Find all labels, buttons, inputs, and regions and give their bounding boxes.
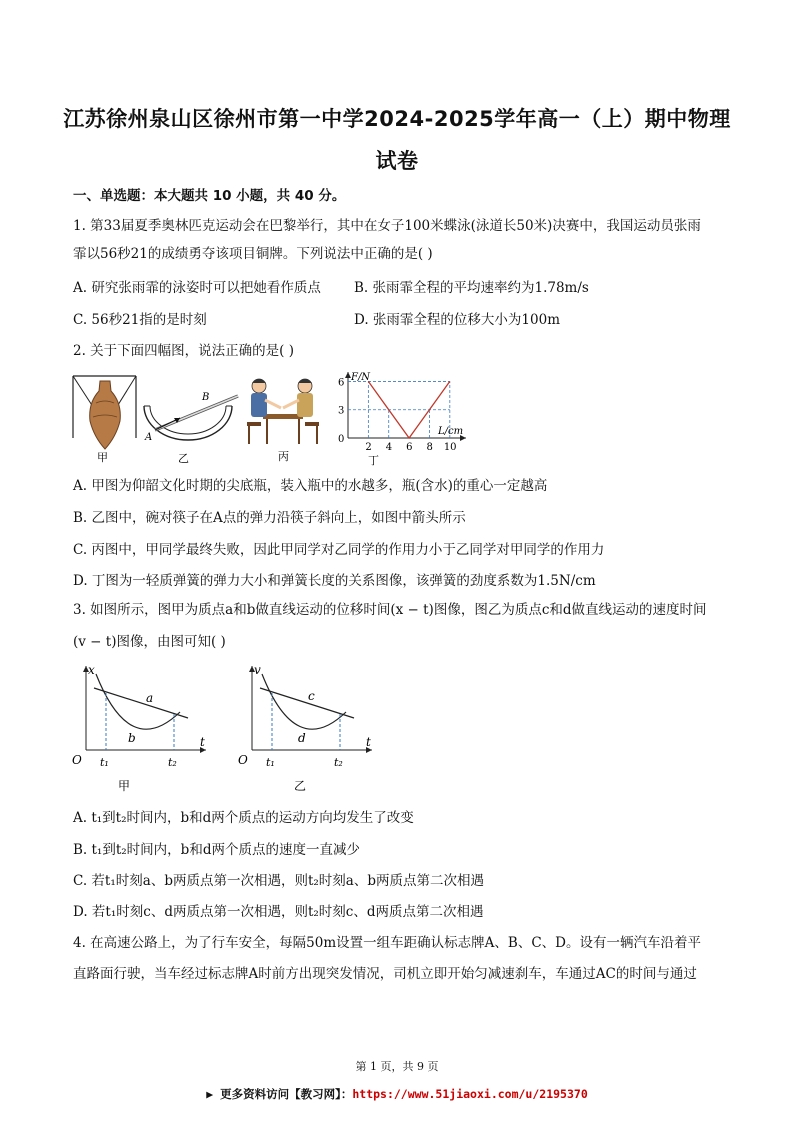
chart-ytick-label: 3 <box>338 405 345 417</box>
q3-option-d: D. 若t₁时刻c、d两质点第一次相遇，则t₂时刻c、d两质点第二次相遇 <box>73 904 484 920</box>
graph2-y-axis-label: v <box>254 663 261 677</box>
page-title: 江苏徐州泉山区徐州市第一中学2024-2025学年高一（上）期中物理 <box>63 107 731 131</box>
vt-graph <box>236 660 386 798</box>
graph2-t2: t₂ <box>334 756 343 769</box>
chart-xtick-label: 4 <box>385 442 393 453</box>
q3-stem-line1: 3. 如图所示，图甲为质点a和b做直线运动的位移时间(x − t)图像，图乙为质点c和d做直线运动的速度时间 <box>73 602 707 618</box>
q3-stem-line2: (v − t)图像，由图可知( ) <box>73 634 226 650</box>
bowl-chopstick-figure <box>140 378 240 463</box>
q1-option-b: B. 张雨霏全程的平均速率约为1.78m/s <box>354 280 589 296</box>
section-heading: 一、单选题：本大题共 10 小题，共 40 分。 <box>73 188 346 204</box>
q2-option-a: A. 甲图为仰韶文化时期的尖底瓶，装入瓶中的水越多，瓶(含水)的重心一定越高 <box>73 478 548 494</box>
fig-label-ding: 丁 <box>368 454 379 467</box>
graph1-curve-b: b <box>128 731 136 745</box>
q4-stem-line2: 直路面行驶，当车经过标志牌A时前方出现突发情况，司机立即开始匀减速刹车，车通过AC的时间与通过 <box>73 966 697 982</box>
q1-option-d: D. 张雨霏全程的位移大小为100m <box>354 312 560 328</box>
q1-option-c: C. 56秒21指的是时刻 <box>73 312 207 328</box>
resource-link-url[interactable]: https://www.51jiaoxi.com/u/2195370 <box>352 1087 588 1101</box>
fig-label-a: A <box>145 432 153 443</box>
graph1-t1: t₁ <box>100 756 109 769</box>
chart-ylabel: F/N <box>351 372 371 383</box>
q3-option-c: C. 若t₁时刻a、b两质点第一次相遇，则t₂时刻a、b两质点第二次相遇 <box>73 873 484 889</box>
q1-stem-line1: 1. 第33届夏季奥林匹克运动会在巴黎举行，其中在女子100米蝶泳(泳道长50米)决赛中，我国运动员张雨 <box>73 218 701 234</box>
graph2-origin: O <box>238 753 248 767</box>
graph2-x-axis-label: t <box>366 735 371 749</box>
graph2-t1: t₁ <box>266 756 275 769</box>
q4-stem-line1: 4. 在高速公路上，为了行车安全，每隔50m设置一组车距确认标志牌A、B、C、D。设有一辆汽车沿着平 <box>73 935 701 951</box>
chart-ytick-label: 6 <box>338 377 345 389</box>
page-title-continued: 试卷 <box>375 149 419 173</box>
graph1-y-axis-label: x <box>88 663 95 677</box>
graph1-x-axis-label: t <box>200 735 205 749</box>
fig-label-bing: 丙 <box>278 450 289 463</box>
chart-ytick-label: 0 <box>338 434 345 445</box>
chart-xtick-label: 6 <box>406 442 413 453</box>
chart-xlabel: L/cm <box>438 426 464 437</box>
vase-figure <box>70 373 140 463</box>
graph1-origin: O <box>72 753 82 767</box>
graph1-caption: 甲 <box>118 779 131 793</box>
graph2-line-c: c <box>308 689 315 703</box>
fig-label-jia: 甲 <box>97 451 108 463</box>
q2-stem: 2. 关于下面四幅图，说法正确的是( ) <box>73 343 294 359</box>
chart-xtick-label: 10 <box>443 442 457 453</box>
spring-force-chart <box>328 368 478 468</box>
fig-label-b: B <box>202 392 210 403</box>
graph2-curve-d: d <box>298 731 306 745</box>
q2-option-d: D. 丁图为一轻质弹簧的弹力大小和弹簧长度的关系图像，该弹簧的劲度系数为1.5N/cm <box>73 573 596 589</box>
q2-option-b: B. 乙图中，碗对筷子在A点的弹力沿筷子斜向上，如图中箭头所示 <box>73 510 466 526</box>
q3-option-b: B. t₁到t₂时间内，b和d两个质点的速度一直减少 <box>73 842 360 858</box>
chart-xtick-label: 8 <box>426 442 433 453</box>
xt-graph <box>70 660 220 798</box>
graph2-caption: 乙 <box>294 779 307 793</box>
resource-link-banner[interactable] <box>0 1086 794 1102</box>
arm-wrestling-figure <box>243 372 323 464</box>
page-number: 第 1 页，共 9 页 <box>355 1060 439 1073</box>
resource-link-prefix: ▶ 更多资料访问【教习网】： <box>206 1087 353 1101</box>
q1-stem-line2: 霏以56秒21的成绩勇夺该项目铜牌。下列说法中正确的是( ) <box>73 246 433 262</box>
chart-xtick-label: 2 <box>365 442 372 453</box>
q1-option-a: A. 研究张雨霏的泳姿时可以把她看作质点 <box>73 280 321 296</box>
graph1-line-a: a <box>146 691 154 705</box>
q2-option-c: C. 丙图中，甲同学最终失败，因此甲同学对乙同学的作用力小于乙同学对甲同学的作用力 <box>73 542 605 558</box>
fig-label-yi: 乙 <box>178 452 189 463</box>
q3-option-a: A. t₁到t₂时间内，b和d两个质点的运动方向均发生了改变 <box>73 810 414 826</box>
graph1-t2: t₂ <box>168 756 177 769</box>
